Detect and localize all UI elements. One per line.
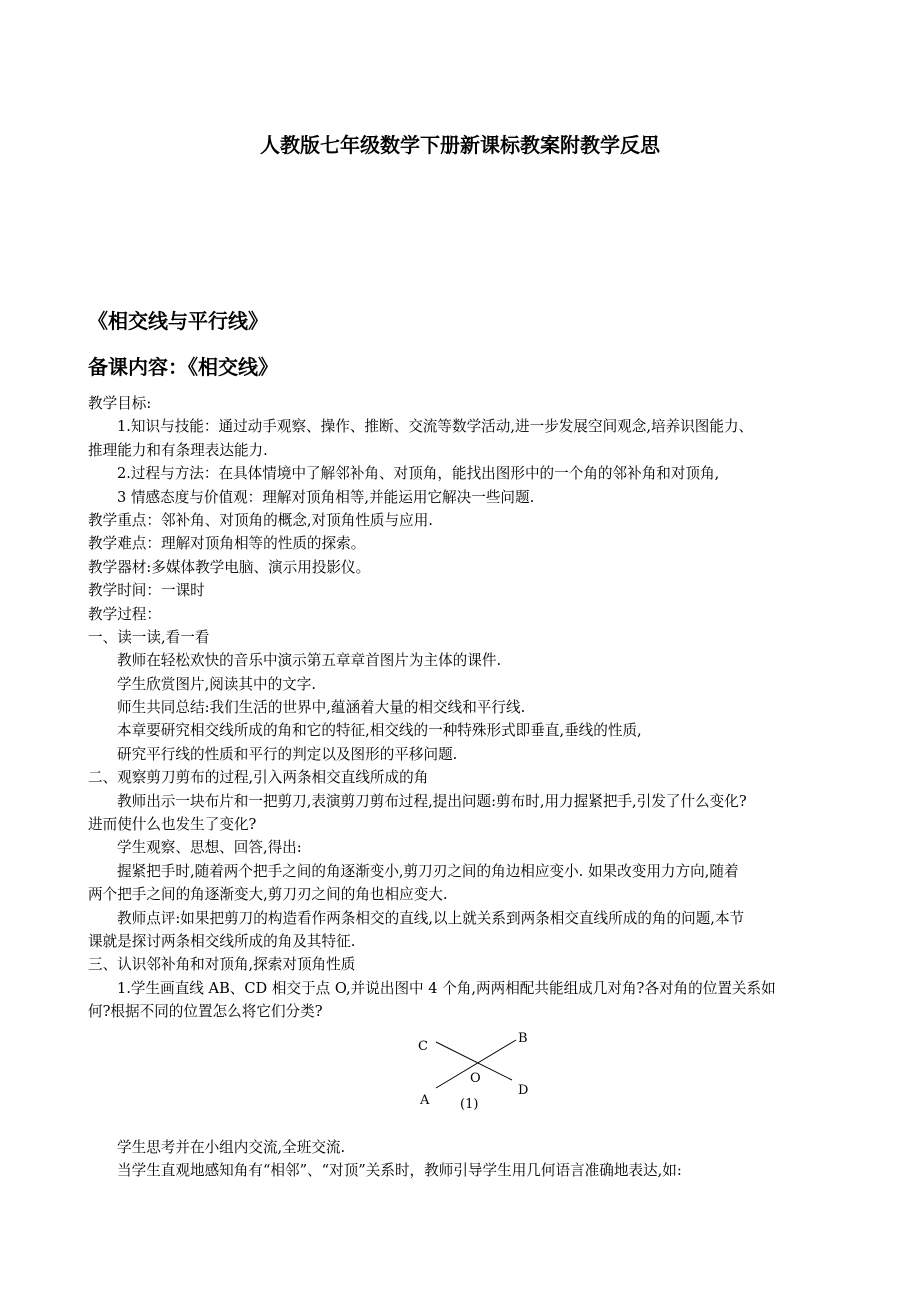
label-d: D [518, 1082, 529, 1098]
text-line: 教学重点：邻补角、对顶角的概念,对顶角性质与应用. [88, 511, 433, 529]
text-line: 进而使什么也发生了变化? [88, 816, 257, 834]
text-line: 1.知识与技能：通过动手观察、操作、推断、交流等数学活动,进一步发展空间观念,培养识图能力、 [117, 418, 754, 436]
text-line: 教学时间：一课时 [88, 582, 205, 600]
text-line: 一、读一读,看一看 [88, 628, 210, 646]
text-line: 2.过程与方法：在具体情境中了解邻补角、对顶角，能找出图形中的一个角的邻补角和对顶角, [117, 465, 720, 483]
text-line: 学生观察、思想、回答,得出: [117, 839, 302, 857]
text-line: 教学过程： [88, 605, 161, 623]
label-b: B [518, 1030, 528, 1046]
text-line: 何?根据不同的位置怎么将它们分类? [88, 1003, 323, 1021]
label-o: O [470, 1070, 481, 1086]
text-line: 3 情感态度与价值观：理解对顶角相等,并能运用它解决一些问题. [117, 488, 535, 506]
text-line: 教学器材:多媒体教学电脑、演示用投影仪。 [88, 558, 371, 576]
text-line: 学生欣赏图片,阅读其中的文字. [117, 675, 316, 693]
text-line: 1.学生画直线 AB、CD 相交于点 O,并说出图中 4 个角,两两相配共能组成几对角?各对角的位置关系如 [117, 979, 776, 997]
text-line: 本章要研究相交线所成的角和它的特征,相交线的一种特殊形式即垂直,垂线的性质, [117, 722, 642, 740]
section-title: 《相交线与平行线》 [88, 309, 268, 333]
text-line: 教学目标: [88, 395, 152, 412]
text-line: 两个把手之间的角逐渐变大,剪刀刃之间的角也相应变大. [88, 886, 448, 904]
label-a: A [420, 1092, 430, 1108]
text-line: 教师出示一块布片和一把剪刀,表演剪刀剪布过程,提出问题:剪布时,用力握紧把手,引发了什么变化? [117, 792, 747, 810]
text-line: 三、认识邻补角和对顶角,探索对顶角性质 [88, 956, 356, 974]
intersecting-lines-diagram [406, 1028, 546, 1128]
text-line: 推理能力和有条理表达能力. [88, 441, 268, 459]
document-title: 人教版七年级数学下册新课标教案附教学反思 [260, 133, 660, 157]
text-line: 教师点评:如果把剪刀的构造看作两条相交的直线,以上就关系到两条相交直线所成的角的问题,本节 [117, 909, 745, 927]
text-line: 二、观察剪刀剪布的过程,引入两条相交直线所成的角 [88, 769, 429, 787]
figure-caption: (1) [460, 1096, 479, 1112]
text-line: 研究平行线的性质和平行的判定以及图形的平移问题. [117, 745, 458, 763]
text-line: 当学生直观地感知角有“相邻”、“对顶”关系时，教师引导学生用几何语言准确地表达,如: [117, 1161, 682, 1179]
label-c: C [418, 1038, 428, 1054]
figure-intersecting-lines [88, 1024, 848, 1136]
text-line: 师生共同总结:我们生活的世界中,蕴涵着大量的相交线和平行线. [117, 699, 526, 717]
text-line: 教学难点：理解对顶角相等的性质的探索。 [88, 535, 366, 553]
text-line: 课就是探讨两条相交线所成的角及其特征. [88, 932, 356, 950]
text-line: 教师在轻松欢快的音乐中演示第五章章首图片为主体的课件. [117, 652, 502, 670]
body-text [88, 392, 848, 1182]
text-line: 学生思考并在小组内交流,全班交流. [117, 1138, 346, 1156]
text-line: 握紧把手时,随着两个把手之间的角逐渐变小,剪刀刃之间的角边相应变小. 如果改变用力方向,随着 [117, 862, 739, 880]
lesson-title: 备课内容：《相交线》 [88, 355, 278, 379]
